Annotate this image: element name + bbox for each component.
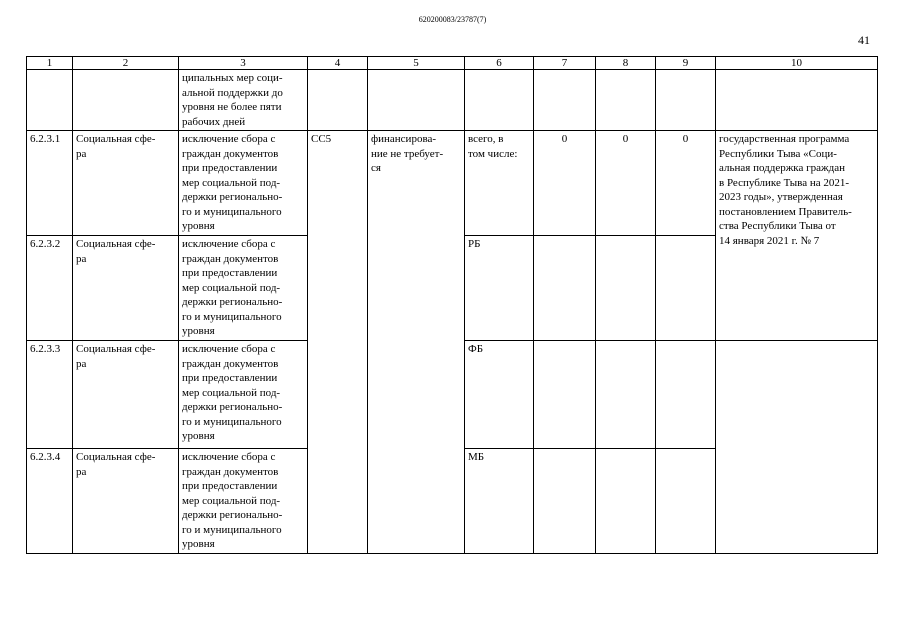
value-cell: 0 <box>596 131 656 236</box>
value-cell <box>656 236 716 341</box>
page-number: 41 <box>858 33 870 47</box>
row-number: 6.2.3.4 <box>27 449 73 554</box>
header-cell: 2 <box>73 57 179 70</box>
source-cell: МБ <box>465 449 534 554</box>
header-cell: 10 <box>716 57 878 70</box>
measure-cell: исключение сбора с граждан документов при предоставлении мер социальной под- держки регионально- го и муниципального уровня <box>179 236 308 341</box>
row-number: 6.2.3.3 <box>27 341 73 449</box>
source-cell: РБ <box>465 236 534 341</box>
measures-table <box>26 56 878 554</box>
header-cell: 6 <box>465 57 534 70</box>
header-cell: 1 <box>27 57 73 70</box>
table-cell <box>596 70 656 131</box>
program-cell: государственная программа Республики Тыва «Соци- альная поддержка граждан в Республике Тыва на 2021- 2023 годы», утвержденная постановлением Правитель- ства Республики Тыва от 14 января 2021 г. № 7 <box>716 131 878 341</box>
table-cell <box>656 70 716 131</box>
table-cell <box>27 70 73 131</box>
measure-cell: исключение сбора с граждан документов при предоставлении мер социальной под- держки регионально- го и муниципального уровня <box>179 131 308 236</box>
value-cell: 0 <box>534 131 596 236</box>
measure-cell: исключение сбора с граждан документов при предоставлении мер социальной под- держки регионально- го и муниципального уровня <box>179 341 308 449</box>
value-cell: 0 <box>656 131 716 236</box>
sphere-cell: Социальная сфе- ра <box>73 449 179 554</box>
sphere-cell: Социальная сфе- ра <box>73 131 179 236</box>
document-id: 620200083/23787(7) <box>418 15 487 24</box>
header-row <box>27 57 878 70</box>
header-cell: 9 <box>656 57 716 70</box>
value-cell <box>656 341 716 449</box>
header-cell: 5 <box>368 57 465 70</box>
source-cell: ФБ <box>465 341 534 449</box>
table-cell <box>73 70 179 131</box>
sphere-cell: Социальная сфе- ра <box>73 236 179 341</box>
value-cell <box>534 341 596 449</box>
value-cell <box>656 449 716 554</box>
value-cell <box>596 341 656 449</box>
header-cell: 4 <box>308 57 368 70</box>
continuation-row <box>27 70 878 131</box>
measure-cell: исключение сбора с граждан документов при предоставлении мер социальной под- держки регионально- го и муниципального уровня <box>179 449 308 554</box>
source-cell: всего, в том числе: <box>465 131 534 236</box>
row-number: 6.2.3.1 <box>27 131 73 236</box>
row-number: 6.2.3.2 <box>27 236 73 341</box>
value-cell <box>534 449 596 554</box>
table-cell <box>716 70 878 131</box>
header-cell: 7 <box>534 57 596 70</box>
header-cell: 8 <box>596 57 656 70</box>
code-cell: СС5 <box>308 131 368 554</box>
sphere-cell: Социальная сфе- ра <box>73 341 179 449</box>
value-cell <box>534 236 596 341</box>
value-cell <box>596 449 656 554</box>
financing-cell: финансирова- ние не требует- ся <box>368 131 465 554</box>
header-cell: 3 <box>179 57 308 70</box>
table-cell <box>308 70 368 131</box>
table-row <box>27 131 878 236</box>
table-cell <box>465 70 534 131</box>
table-cell <box>368 70 465 131</box>
measure-continuation: ципальных мер соци- альной поддержки до уровня не более пяти рабочих дней <box>179 70 308 131</box>
value-cell <box>596 236 656 341</box>
table-cell <box>534 70 596 131</box>
table-cell <box>716 341 878 554</box>
